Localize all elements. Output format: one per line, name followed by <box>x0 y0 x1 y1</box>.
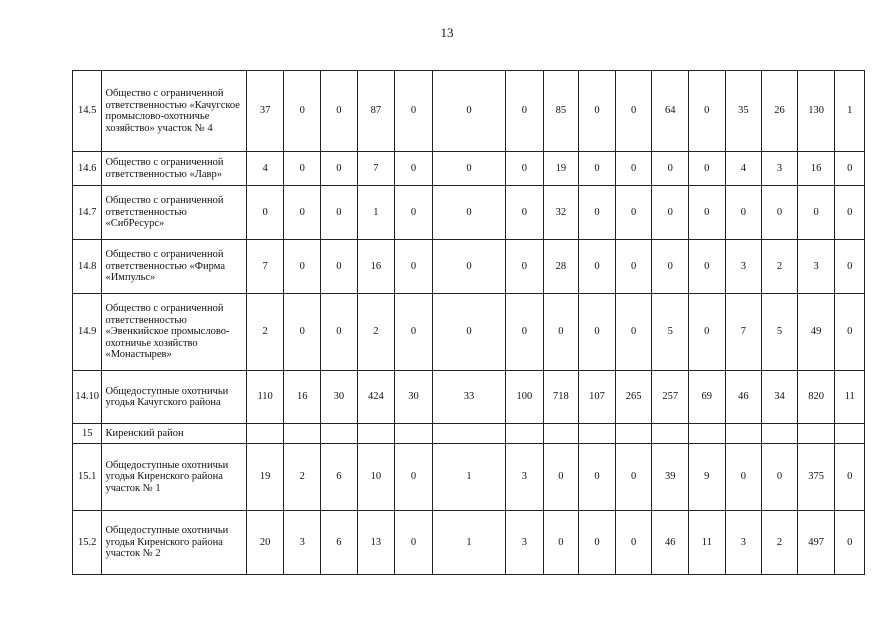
cell: 0 <box>284 186 321 240</box>
row-index: 14.7 <box>73 186 102 240</box>
row-name: Общество с ограниченной ответственностью «Фирма «Импульс» <box>102 240 246 294</box>
cell: 10 <box>357 444 395 511</box>
cell: 64 <box>652 71 689 152</box>
cell: 0 <box>506 240 544 294</box>
cell: 0 <box>762 444 798 511</box>
cell <box>543 424 579 444</box>
cell: 0 <box>835 294 865 371</box>
cell: 0 <box>432 152 505 186</box>
row-name: Общедоступные охотничьи угодья Киренского района участок № 2 <box>102 511 246 575</box>
cell: 19 <box>543 152 579 186</box>
page-number: 13 <box>440 25 454 40</box>
cell: 0 <box>579 71 616 152</box>
table-row <box>73 186 865 240</box>
cell: 69 <box>689 371 726 424</box>
cell: 0 <box>689 152 726 186</box>
cell <box>652 424 689 444</box>
row-name: Киренский район <box>102 424 246 444</box>
cell: 0 <box>321 71 358 152</box>
cell: 0 <box>543 511 579 575</box>
cell: 0 <box>284 294 321 371</box>
row-name: Общедоступные охотничьи угодья Киренского района участок № 1 <box>102 444 246 511</box>
row-index: 14.5 <box>73 71 102 152</box>
cell: 0 <box>579 240 616 294</box>
cell: 0 <box>762 186 798 240</box>
cell: 718 <box>543 371 579 424</box>
cell <box>725 424 762 444</box>
cell: 0 <box>615 294 652 371</box>
cell: 7 <box>246 240 284 294</box>
cell <box>689 424 726 444</box>
cell: 1 <box>432 444 505 511</box>
cell: 0 <box>506 71 544 152</box>
table-row <box>73 444 865 511</box>
cell: 0 <box>689 240 726 294</box>
cell: 0 <box>432 186 505 240</box>
cell: 0 <box>506 186 544 240</box>
cell: 2 <box>762 240 798 294</box>
table-row <box>73 71 865 152</box>
cell: 28 <box>543 240 579 294</box>
cell: 1 <box>357 186 395 240</box>
cell <box>284 424 321 444</box>
cell: 0 <box>395 71 433 152</box>
row-name: Общедоступные охотничьи угодья Качугского района <box>102 371 246 424</box>
cell: 0 <box>579 186 616 240</box>
cell: 0 <box>432 71 505 152</box>
cell: 0 <box>321 240 358 294</box>
table-row <box>73 152 865 186</box>
cell: 7 <box>357 152 395 186</box>
cell: 110 <box>246 371 284 424</box>
cell: 0 <box>506 294 544 371</box>
cell: 0 <box>615 186 652 240</box>
row-index: 14.10 <box>73 371 102 424</box>
cell: 0 <box>725 444 762 511</box>
cell: 16 <box>797 152 835 186</box>
cell <box>579 424 616 444</box>
cell: 0 <box>395 186 433 240</box>
cell: 375 <box>797 444 835 511</box>
cell: 3 <box>725 511 762 575</box>
table-row <box>73 240 865 294</box>
cell: 0 <box>579 294 616 371</box>
cell <box>357 424 395 444</box>
cell: 0 <box>284 71 321 152</box>
cell: 4 <box>246 152 284 186</box>
cell: 7 <box>725 294 762 371</box>
cell: 0 <box>835 186 865 240</box>
table-row <box>73 511 865 575</box>
cell: 87 <box>357 71 395 152</box>
cell: 32 <box>543 186 579 240</box>
cell: 16 <box>357 240 395 294</box>
cell: 3 <box>506 511 544 575</box>
cell: 0 <box>615 71 652 152</box>
cell: 0 <box>432 240 505 294</box>
cell: 3 <box>797 240 835 294</box>
cell: 0 <box>395 240 433 294</box>
cell <box>506 424 544 444</box>
cell <box>395 424 433 444</box>
row-index: 14.8 <box>73 240 102 294</box>
cell <box>432 424 505 444</box>
cell: 0 <box>689 71 726 152</box>
data-table <box>72 70 865 575</box>
cell: 2 <box>357 294 395 371</box>
cell: 0 <box>246 186 284 240</box>
table-row <box>73 424 865 444</box>
cell: 2 <box>246 294 284 371</box>
cell: 0 <box>321 186 358 240</box>
cell: 0 <box>395 152 433 186</box>
cell: 33 <box>432 371 505 424</box>
cell: 39 <box>652 444 689 511</box>
cell: 3 <box>506 444 544 511</box>
cell: 0 <box>652 240 689 294</box>
cell <box>797 424 835 444</box>
cell: 11 <box>689 511 726 575</box>
cell: 30 <box>395 371 433 424</box>
cell: 11 <box>835 371 865 424</box>
cell <box>321 424 358 444</box>
cell: 2 <box>762 511 798 575</box>
table-row <box>73 371 865 424</box>
cell: 0 <box>432 294 505 371</box>
cell <box>615 424 652 444</box>
row-index: 15.1 <box>73 444 102 511</box>
cell: 0 <box>835 152 865 186</box>
cell: 0 <box>835 240 865 294</box>
cell: 26 <box>762 71 798 152</box>
cell: 13 <box>357 511 395 575</box>
cell: 0 <box>321 294 358 371</box>
row-index: 14.6 <box>73 152 102 186</box>
cell: 0 <box>835 511 865 575</box>
cell: 5 <box>762 294 798 371</box>
cell: 0 <box>579 152 616 186</box>
cell <box>246 424 284 444</box>
cell: 30 <box>321 371 358 424</box>
cell: 1 <box>432 511 505 575</box>
cell: 20 <box>246 511 284 575</box>
cell: 130 <box>797 71 835 152</box>
cell: 0 <box>579 444 616 511</box>
cell: 0 <box>652 186 689 240</box>
row-name: Общество с ограниченной ответственностью «Лавр» <box>102 152 246 186</box>
cell: 4 <box>725 152 762 186</box>
cell: 0 <box>797 186 835 240</box>
cell: 46 <box>725 371 762 424</box>
cell: 0 <box>395 294 433 371</box>
cell: 0 <box>835 444 865 511</box>
cell: 3 <box>725 240 762 294</box>
cell: 3 <box>284 511 321 575</box>
cell: 35 <box>725 71 762 152</box>
cell: 0 <box>689 186 726 240</box>
row-name: Общество с ограниченной ответственностью «Качугское промыслово-охотничье хозяйство» участок № 4 <box>102 71 246 152</box>
cell: 0 <box>284 152 321 186</box>
cell: 0 <box>615 240 652 294</box>
cell: 0 <box>579 511 616 575</box>
row-index: 15 <box>73 424 102 444</box>
cell: 100 <box>506 371 544 424</box>
cell: 257 <box>652 371 689 424</box>
cell: 2 <box>284 444 321 511</box>
cell: 820 <box>797 371 835 424</box>
cell: 3 <box>762 152 798 186</box>
row-name: Общество с ограниченной ответственностью «Эвенкийское промыслово-охотничье хозяйство «Монастырев» <box>102 294 246 371</box>
cell: 0 <box>615 444 652 511</box>
cell: 34 <box>762 371 798 424</box>
cell: 0 <box>284 240 321 294</box>
cell: 5 <box>652 294 689 371</box>
cell: 0 <box>615 511 652 575</box>
row-index: 15.2 <box>73 511 102 575</box>
cell: 19 <box>246 444 284 511</box>
cell: 0 <box>395 511 433 575</box>
cell <box>835 424 865 444</box>
cell: 9 <box>689 444 726 511</box>
cell: 16 <box>284 371 321 424</box>
table-row <box>73 294 865 371</box>
cell <box>762 424 798 444</box>
cell: 107 <box>579 371 616 424</box>
cell: 6 <box>321 511 358 575</box>
cell: 265 <box>615 371 652 424</box>
cell: 0 <box>506 152 544 186</box>
cell: 0 <box>652 152 689 186</box>
cell: 85 <box>543 71 579 152</box>
cell: 37 <box>246 71 284 152</box>
cell: 0 <box>543 444 579 511</box>
cell: 0 <box>395 444 433 511</box>
cell: 0 <box>689 294 726 371</box>
cell: 0 <box>543 294 579 371</box>
cell: 6 <box>321 444 358 511</box>
cell: 424 <box>357 371 395 424</box>
cell: 0 <box>321 152 358 186</box>
cell: 0 <box>615 152 652 186</box>
cell: 49 <box>797 294 835 371</box>
cell: 0 <box>725 186 762 240</box>
cell: 497 <box>797 511 835 575</box>
row-name: Общество с ограниченной ответственностью «СибРесурс» <box>102 186 246 240</box>
cell: 1 <box>835 71 865 152</box>
row-index: 14.9 <box>73 294 102 371</box>
cell: 46 <box>652 511 689 575</box>
